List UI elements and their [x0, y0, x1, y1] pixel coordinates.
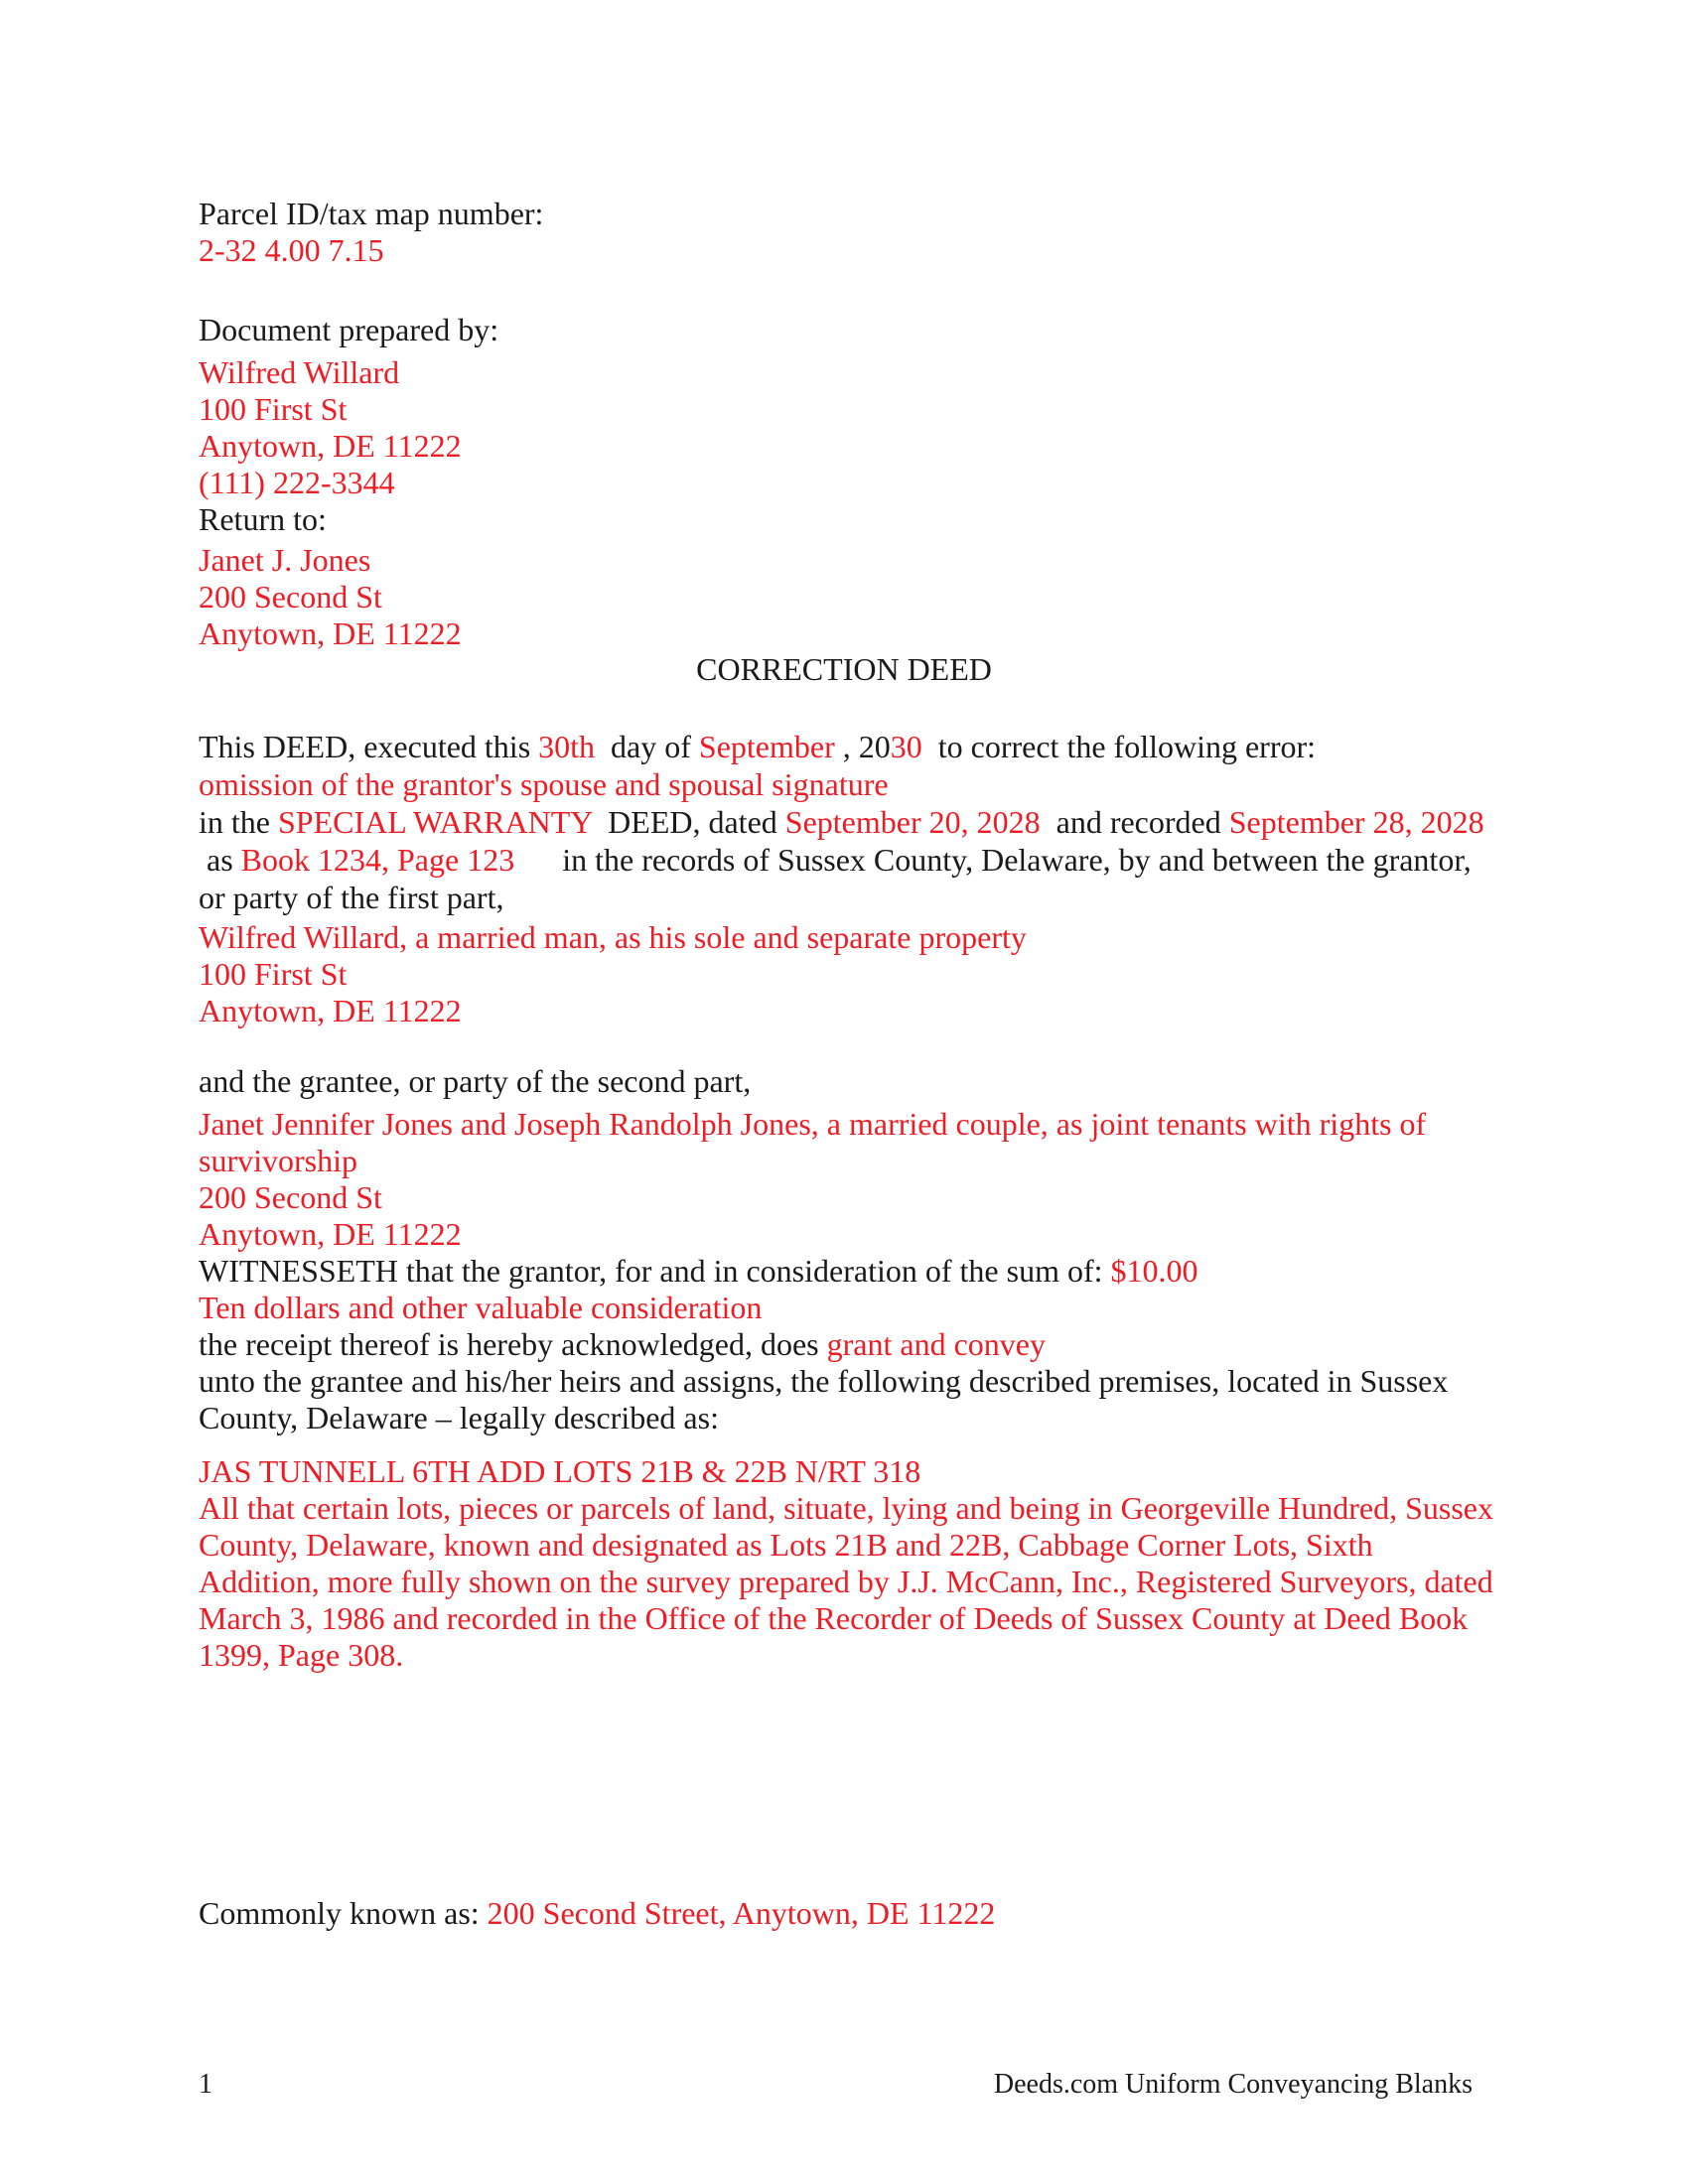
recital-text: in the records of Sussex County, Delaware, by and between the grantor, or party of the first part, [199, 842, 1472, 915]
deed-recorded: September 28, 2028 [1228, 804, 1484, 840]
footer-brand: Deeds.com Uniform Conveyancing Blanks [993, 2069, 1473, 2100]
correction-error: omission of the grantor's spouse and spousal signature [199, 766, 889, 802]
prepared-by-section [199, 312, 498, 348]
consideration-text: the receipt thereof is hereby acknowledged, does [199, 1326, 819, 1362]
grantor-street: 100 First St [199, 956, 348, 992]
grantee-section [199, 1106, 1499, 1436]
document-title: CORRECTION DEED [696, 651, 992, 687]
commonly-known-label: Commonly known as: [199, 1895, 480, 1931]
deed-dated: September 20, 2028 [784, 804, 1041, 840]
grantor-section [199, 919, 1027, 1029]
legal-long: All that certain lots, pieces or parcels of land, situate, lying and being in Georgeville Hundred, Sussex County, Delaware, known and designated as Lots 21B and 22B, Cabbage Corner Lots, Sixth Addition, more fully shown on the survey prepared by J.J. McCann, Inc., Registered Surveyors, dated March 3, 1986 and recorded in the Office of the Recorder of Deeds of Sussex County at Deed Book 1399, Page 308. [199, 1490, 1493, 1673]
preparer-street: 100 First St [199, 391, 348, 427]
page-number: 1 [199, 2069, 212, 2100]
recital-text: and recorded [1055, 804, 1221, 840]
execution-day: 30th [538, 729, 596, 764]
return-street: 200 Second St [199, 579, 382, 614]
grantee-intro-text: and the grantee, or party of the second part, [199, 1063, 752, 1099]
recital-text: This DEED, executed this [199, 729, 531, 764]
consideration-words: Ten dollars and other valuable consideration [199, 1290, 763, 1325]
deed-type: SPECIAL WARRANTY [277, 804, 593, 840]
legal-short: JAS TUNNELL 6TH ADD LOTS 21B & 22B N/RT 318 [199, 1453, 921, 1489]
preparer-city: Anytown, DE 11222 [199, 428, 462, 464]
execution-month: September [698, 729, 835, 764]
commonly-known-section [199, 1895, 995, 1932]
grant-words: grant and convey [826, 1326, 1046, 1362]
recital-paragraph [199, 728, 1499, 916]
grantee-city: Anytown, DE 11222 [199, 1216, 462, 1252]
commonly-known-address: 200 Second Street, Anytown, DE 11222 [487, 1895, 996, 1931]
grantor-name: Wilfred Willard, a married man, as his sole and separate property [199, 919, 1027, 955]
return-name: Janet J. Jones [199, 542, 371, 578]
recital-text: to correct the following error: [937, 729, 1317, 764]
grantor-city: Anytown, DE 11222 [199, 993, 462, 1028]
return-city: Anytown, DE 11222 [199, 615, 462, 651]
grantee-name: Janet Jennifer Jones and Joseph Randolph Jones, a married couple, as joint tenants with rights of survivorship [199, 1106, 1427, 1178]
parcel-label: Parcel ID/tax map number: [199, 196, 544, 231]
prepared-by-details [199, 354, 462, 538]
consideration-text: WITNESSETH that the grantor, for and in consideration of the sum of: [199, 1253, 1103, 1289]
preparer-phone: (111) 222-3344 [199, 465, 395, 500]
recital-text: as [207, 842, 233, 878]
return-to-label: Return to: [199, 501, 327, 537]
parcel-section [199, 196, 543, 269]
parcel-value: 2-32 4.00 7.15 [199, 232, 384, 268]
grantee-intro [199, 1063, 751, 1100]
book-page: Book 1234, Page 123 [240, 842, 515, 878]
return-to-section [199, 542, 462, 652]
recital-text: DEED, dated [608, 804, 777, 840]
premises-text: unto the grantee and his/her heirs and assigns, the following described premises, located in Sussex County, Delaware – legally described as: [199, 1363, 1449, 1435]
recital-text: day of [611, 729, 691, 764]
legal-description [199, 1453, 1499, 1674]
grantee-street: 200 Second St [199, 1179, 382, 1215]
consideration-amount: $10.00 [1110, 1253, 1198, 1289]
execution-year: 30 [890, 729, 922, 764]
prepared-by-label: Document prepared by: [199, 312, 499, 347]
recital-text: in the [199, 804, 270, 840]
preparer-name: Wilfred Willard [199, 354, 400, 390]
recital-text: , 20 [842, 729, 891, 764]
